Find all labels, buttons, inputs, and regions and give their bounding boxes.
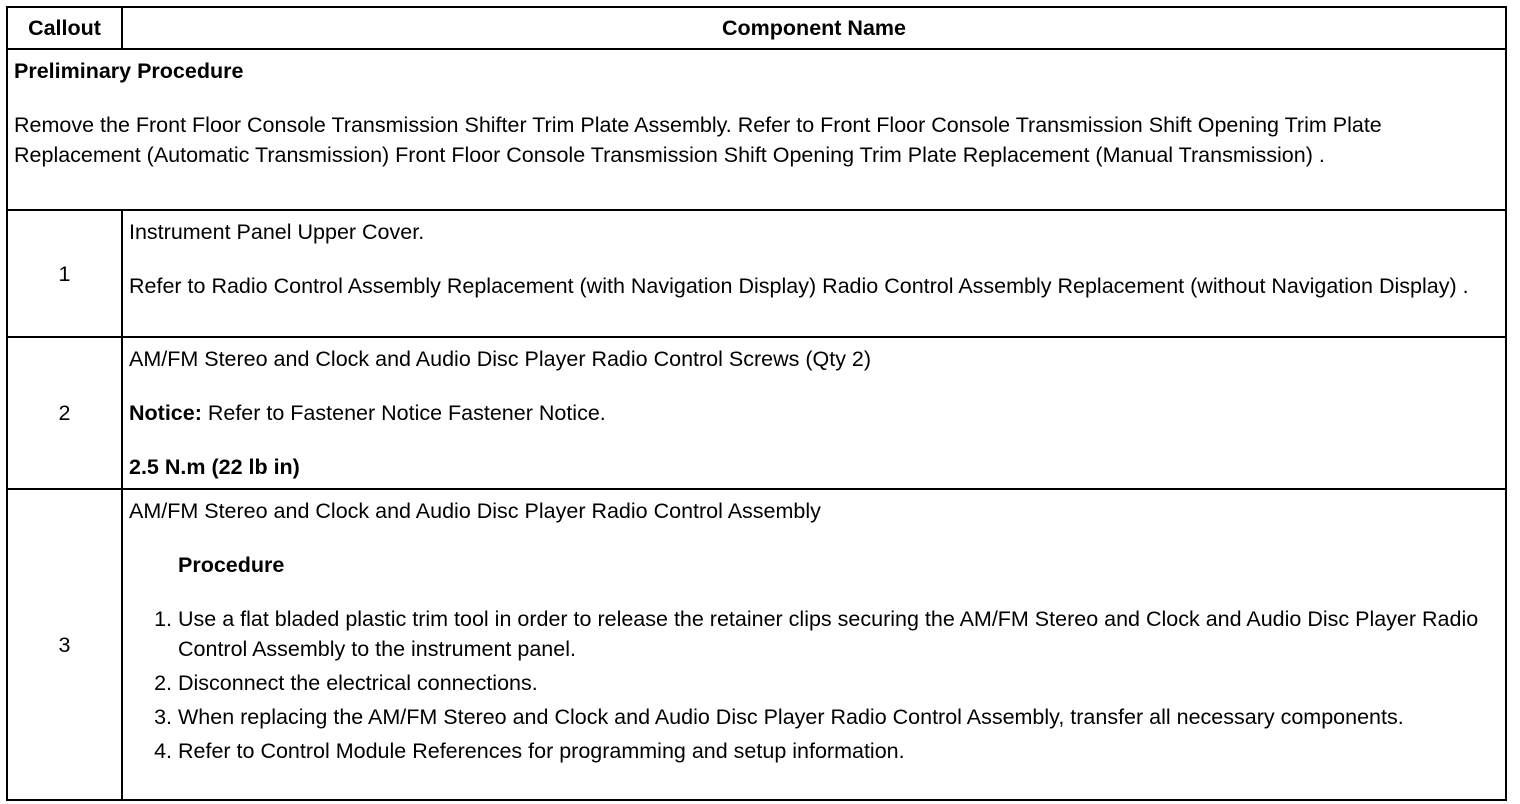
step-number: 4. — [154, 739, 172, 763]
preliminary-row — [7, 49, 1506, 210]
notice — [129, 398, 1499, 428]
step-number: 1. — [154, 607, 172, 631]
step-text: Disconnect the electrical connections. — [178, 671, 538, 695]
preliminary-title: Preliminary Procedure — [14, 59, 244, 83]
table-row — [7, 489, 1506, 800]
list-item — [154, 736, 1499, 766]
component-name: Instrument Panel Upper Cover. — [129, 220, 425, 244]
procedure-heading: Procedure — [178, 553, 285, 577]
step-number: 3. — [154, 705, 172, 729]
component-name: AM/FM Stereo and Clock and Audio Disc Player Radio Control Assembly — [129, 499, 821, 523]
table-header-row — [7, 7, 1506, 49]
component-reference: Refer to Radio Control Assembly Replacement (with Navigation Display) Radio Control Assembly Replacement (without Navigation Display) . — [129, 274, 1469, 298]
torque-spec: 2.5 N.m (22 lb in) — [129, 455, 300, 479]
table-row — [7, 337, 1506, 489]
preliminary-cell — [7, 49, 1506, 210]
callout-number: 3 — [7, 489, 122, 800]
preliminary-text: Remove the Front Floor Console Transmission Shifter Trim Plate Assembly. Refer to Front Floor Console Transmission Shift Opening Trim Plate Replacement (Automatic Transmission) Front Floor Console Transmission Shift Opening Trim Plate Replacement (Manual Transmission) . — [14, 113, 1382, 167]
step-text: When replacing the AM/FM Stereo and Clock and Audio Disc Player Radio Control Assembly, transfer all necessary components. — [178, 705, 1404, 729]
component-name-column-header: Component Name — [122, 7, 1506, 49]
component-cell — [122, 337, 1506, 489]
list-item — [154, 604, 1499, 664]
procedure-steps — [129, 604, 1499, 766]
list-item — [154, 668, 1499, 698]
component-cell — [122, 210, 1506, 337]
component-name: AM/FM Stereo and Clock and Audio Disc Player Radio Control Screws (Qty 2) — [129, 347, 872, 371]
callout-number: 2 — [7, 337, 122, 489]
list-item — [154, 702, 1499, 732]
step-text: Refer to Control Module References for programming and setup information. — [178, 739, 905, 763]
step-number: 2. — [154, 671, 172, 695]
step-text: Use a flat bladed plastic trim tool in order to release the retainer clips securing the AM/FM Stereo and Clock and Audio Disc Player Radio Control Assembly to the instrument panel. — [178, 607, 1479, 661]
notice-label: Notice: — [129, 401, 202, 425]
component-cell — [122, 489, 1506, 800]
procedure-table — [6, 6, 1507, 801]
callout-column-header: Callout — [7, 7, 122, 49]
table-row — [7, 210, 1506, 337]
callout-number: 1 — [7, 210, 122, 337]
notice-text: Refer to Fastener Notice Fastener Notice. — [201, 401, 606, 425]
